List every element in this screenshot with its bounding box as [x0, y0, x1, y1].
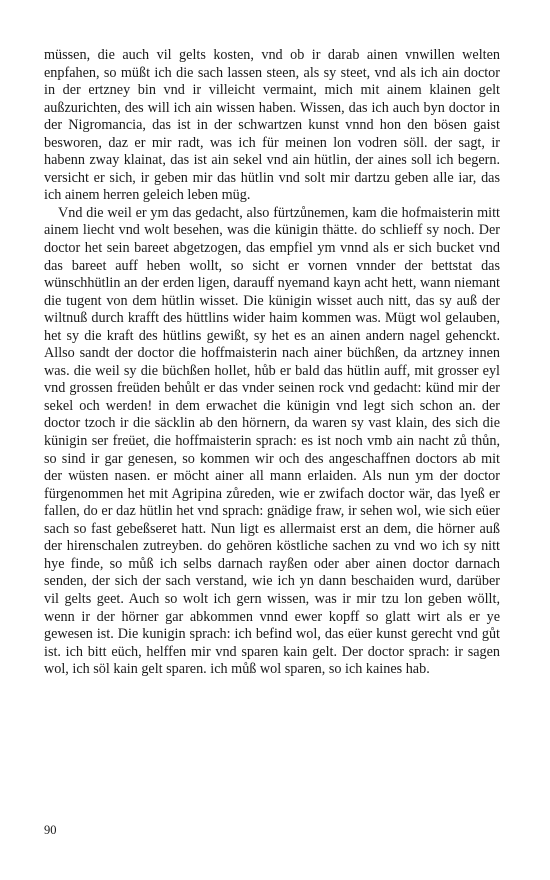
paragraph-1: müssen, die auch vil gelts kosten, vnd ob ir darab ainen vnwillen welten enpfahen, so müßt ich die sach lassen steen, als sy steet, vnd als ich ain doctor in der ertzney bin vnd ir villeicht vermaint, mich mit ainem klainen gelt außzurichten, des will ich ain wissen haben. Wissen, das ich auch byn doctor in der Nigromancia, das ist in der schwartzen kunst vnnd hon den bösen gaist besworen, daz er mir radt, was ich für meinen lon vodren söll. der sagt, ir habenn zway klainat, das ist ain sekel vnd ain hütlin, der aines soll ich begern. versicht er sich, ir geben mir das hütlin vnd solt mir dartzu geben alle iar, das ich ainem herren geleich leben müg.: [44, 47, 500, 204]
page-number: 90: [44, 823, 57, 837]
page-body: [44, 47, 500, 679]
paragraph-2: Vnd die weil er ym das gedacht, also fürtzůnemen, kam die hofmaisterin mitt ainem liecht vnd wolt besehen, was die künigin thätte. do schlieff sy noch. Der doctor het sein bareet abgetzogen, das empfiel ym vnnd als er sich bucket vnd das bareet auff heben wollt, so sicht er vornen vnnder der bettstat das wünschhütlin an der erden ligen, darauff nyemand kayn acht hett, wann niemant die tugent von dem hütlin wisset. Die künigin wisset auch nitt, das sy auß der wiltnuß durch krafft des hüttlins wider haim kommen was. Mügt wol gelauben, het sy die kraft des hütlins gewißt, sy het es an ainen andern nagel gehenckt. Allso sandt der doctor die hoffmaisterin nach ainer büchßen, da artzney innen was. die weil sy die büchßen hollet, hůb er bald das hütlin auff, mit grosser eyl vnd grossen freüden behůlt er das vnder seinen rock vnd gedacht: künd mir der sekel och werden! in dem erwachet die künigin vnd legt sich schon an. der doctor tzoch ir die säcklin ab den hörnern, da waren sy vast klain, des sich die künigin ser freüet, die hoffmaisterin sprach: es ist noch vmb ain nacht zů thůn, so sind ir gar genesen, so kommen wir och des angeschaffnen doctors ab mit der wüsten nasen. er möcht ainer all mann erlaiden. Als nun ym der doctor fürgenommen het mit Agripina zůreden, wie er zwifach doctor wär, das lyeß er fallen, do er daz hütlin het vnd sprach: gnädige fraw, ir sehen wol, wie sich eüer sach so fast gebeßseret hatt. Nun ligt es allermaist erst an dem, die hörner auß der hirenschalen zutreyben. do gehören köstliche sachen zu vnd wo ich sy nitt hye finde, so můß ich selbs darnach rayßen oder aber ainen doctor darnach senden, der sich der sach verstand, wie ich yn dann beschaiden wurd, darüber vil gelts geet. Auch so wolt ich gern wissen, was ir mir tzu lon geben wöllt, wenn ir der hörner gar abkommen vnnd ewer kopff so glatt wirt als er ye gewesen ist. Die kunigin sprach: ich befind wol, das eüer kunst gerecht vnd gůt ist. ich bitt eüch, helffen mir vnd sparen kain gelt. Der doctor sprach: ir sagen wol, ich söl kain gelt sparen. ich můß wol sparen, so ich kaines hab.: [44, 204, 500, 678]
